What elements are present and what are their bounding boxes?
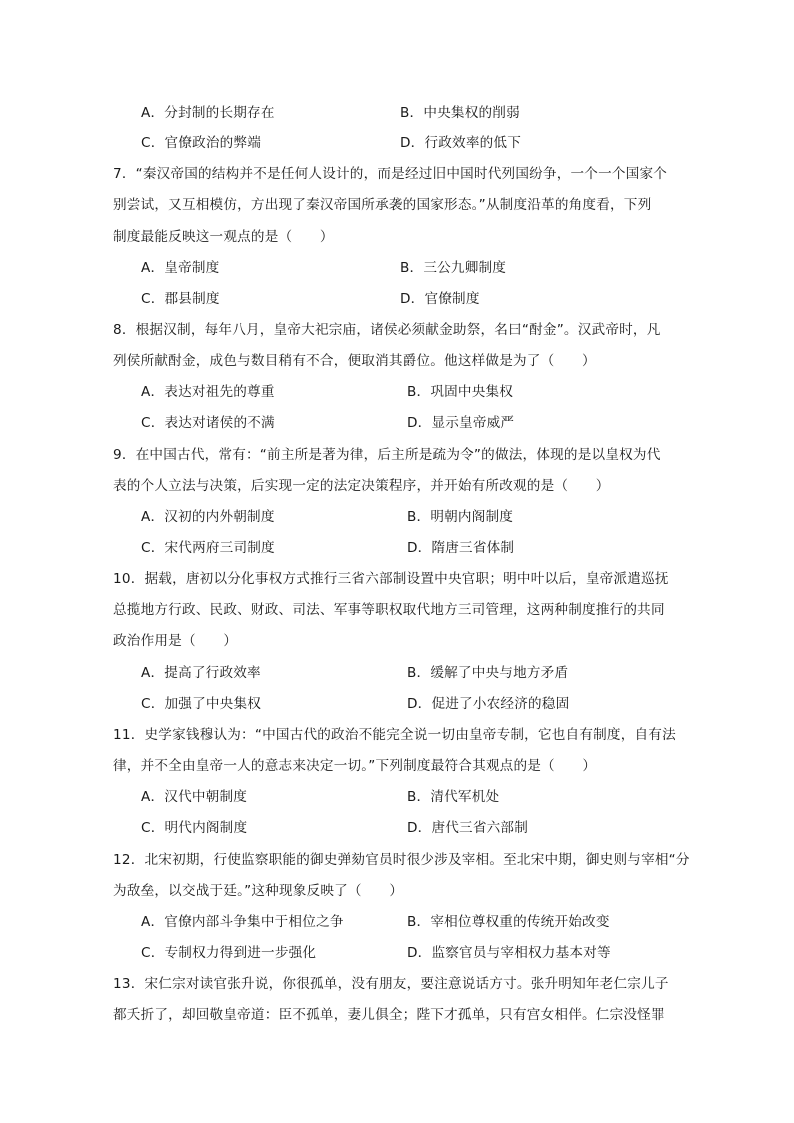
q11-option-b[interactable]: B．清代军机处 xyxy=(407,789,500,805)
q12-stem-line-2: 为敌垒，以交战于廷。”这种现象反映了（ ） xyxy=(113,883,404,899)
q11-stem-line-1: 11．史学家钱穆认为：“中国古代的政治不能完全说一切由皇帝专制，它也自有制度，自有法 xyxy=(113,727,676,743)
q9-option-d[interactable]: D．隋唐三省体制 xyxy=(407,540,515,556)
q10-stem-line-3: 政治作用是（ ） xyxy=(113,633,238,649)
q10-stem-line-2: 总揽地方行政、民政、财政、司法、军事等职权取代地方三司管理，这两种制度推行的共同 xyxy=(113,602,665,618)
q9-option-c[interactable]: C．宋代两府三司制度 xyxy=(141,540,275,556)
q13-stem-line-2: 都夭折了，却回敬皇帝道：臣不孤单，妻儿俱全；陛下才孤单，只有宫女相伴。仁宗没怪罪 xyxy=(113,1007,665,1023)
q11-option-d[interactable]: D．唐代三省六部制 xyxy=(407,820,529,836)
q7-stem-line-1: 7．“秦汉帝国的结构并不是任何人设计的，而是经过旧中国时代列国纷争，一个一个国家个 xyxy=(113,166,668,182)
q10-stem-line-1: 10．据载，唐初以分化事权方式推行三省六部制设置中央官职；明中叶以后，皇帝派遣巡抚 xyxy=(113,571,669,587)
q7-option-b[interactable]: B．三公九卿制度 xyxy=(400,260,507,276)
q11-stem-line-2: 律，并不全由皇帝一人的意志来决定一切。”下列制度最符合其观点的是（ ） xyxy=(113,758,597,774)
q7-stem-line-2: 别尝试，又互相模仿，方出现了秦汉帝国所承袭的国家形态。”从制度沿革的角度看，下列 xyxy=(113,197,652,213)
q8-stem-line-2: 列侯所献酎金，成色与数目稍有不合，便取消其爵位。他这样做是为了（ ） xyxy=(113,353,596,369)
q11-option-c[interactable]: C．明代内阁制度 xyxy=(141,820,248,836)
q9-option-a[interactable]: A．汉初的内外朝制度 xyxy=(141,509,275,525)
q12-stem-line-1: 12．北宋初期，行使监察职能的御史弹劾官员时很少涉及宰相。至北宋中期，御史则与宰相“分 xyxy=(113,852,690,868)
q6-option-c[interactable]: C．官僚政治的弊端 xyxy=(141,135,262,151)
q6-option-a[interactable]: A．分封制的长期存在 xyxy=(141,105,275,121)
q10-option-a[interactable]: A．提高了行政效率 xyxy=(141,665,261,681)
q9-stem-line-2: 表的个人立法与决策，后实现一定的法定决策程序，并开始有所改观的是（ ） xyxy=(113,478,610,494)
q7-stem-line-3: 制度最能反映这一观点的是（ ） xyxy=(113,229,334,245)
q7-option-d[interactable]: D．官僚制度 xyxy=(400,291,480,307)
q12-option-a[interactable]: A．官僚内部斗争集中于相位之争 xyxy=(141,914,344,930)
q8-option-d[interactable]: D．显示皇帝威严 xyxy=(407,415,515,431)
q7-option-c[interactable]: C．郡县制度 xyxy=(141,291,220,307)
q10-option-c[interactable]: C．加强了中央集权 xyxy=(141,696,262,712)
q10-option-d[interactable]: D．促进了小农经济的稳固 xyxy=(407,696,570,712)
q8-stem-line-1: 8．根据汉制，每年八月，皇帝大祀宗庙，诸侯必须献金助祭，名曰“酎金”。汉武帝时，凡 xyxy=(113,322,661,338)
q13-stem-line-1: 13．宋仁宗对读官张升说，你很孤单，没有朋友，要注意说话方寸。张升明知年老仁宗儿子 xyxy=(113,976,669,992)
q7-option-a[interactable]: A．皇帝制度 xyxy=(141,260,220,276)
q11-option-a[interactable]: A．汉代中朝制度 xyxy=(141,789,248,805)
q6-option-d[interactable]: D．行政效率的低下 xyxy=(400,135,522,151)
q12-option-b[interactable]: B．宰相位尊权重的传统开始改变 xyxy=(407,914,610,930)
q8-option-a[interactable]: A．表达对祖先的尊重 xyxy=(141,384,275,400)
q8-option-c[interactable]: C．表达对诸侯的不满 xyxy=(141,415,275,431)
q12-option-d[interactable]: D．监察官员与宰相权力基本对等 xyxy=(407,945,611,961)
q9-stem-line-1: 9．在中国古代，常有：“前主所是著为律，后主所是疏为令”的做法，体现的是以皇权为代 xyxy=(113,447,661,463)
q8-option-b[interactable]: B．巩固中央集权 xyxy=(407,384,514,400)
q10-option-b[interactable]: B．缓解了中央与地方矛盾 xyxy=(407,665,569,681)
q9-option-b[interactable]: B．明朝内阁制度 xyxy=(407,509,514,525)
q6-option-b[interactable]: B．中央集权的削弱 xyxy=(400,105,520,121)
q12-option-c[interactable]: C．专制权力得到进一步强化 xyxy=(141,945,317,961)
